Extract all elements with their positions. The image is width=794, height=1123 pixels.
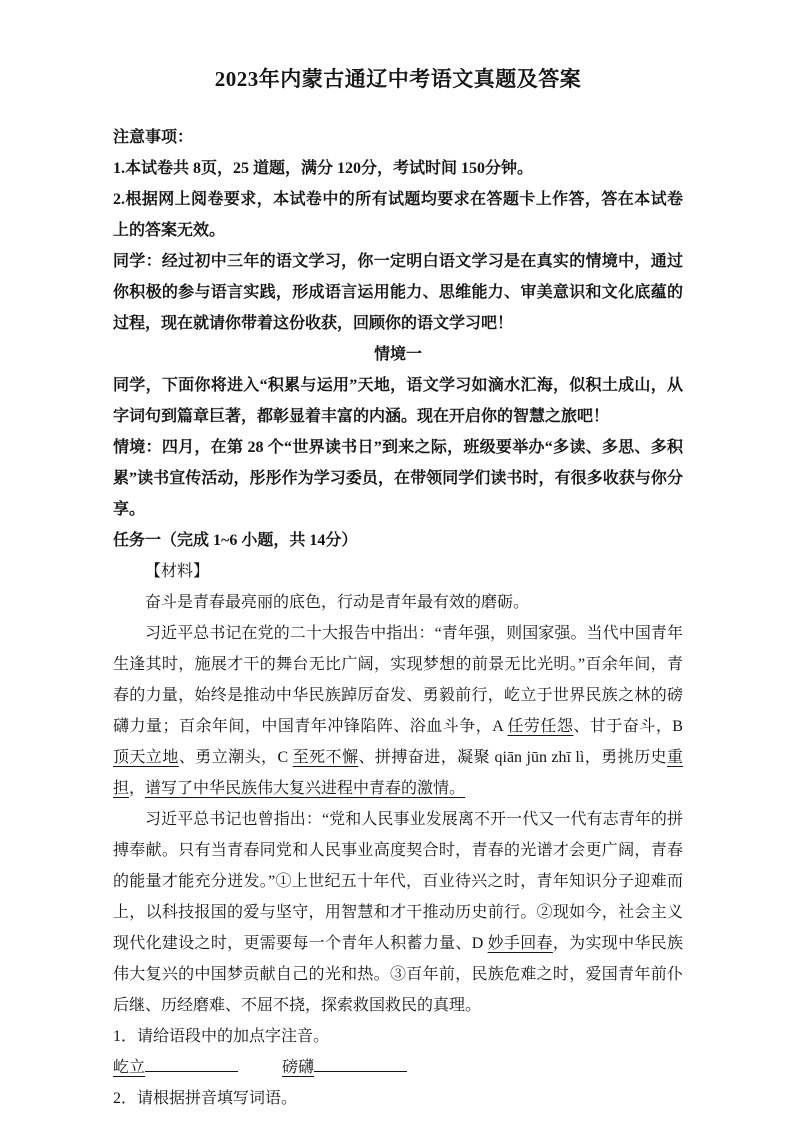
notice-item-2: 2.根据网上阅卷要求，本试卷中的所有试题均要求在答题卡上作答，答在本试卷上的答案无效。 [113,191,683,239]
material-p3-underlined-idiom-d: 妙手回春 [487,935,553,952]
material-p2-underlined-word: 重担 [113,749,683,797]
material-p3-text: ，为实现中华民族伟大复兴的中国梦贡献自己的光和热。③百年前，民族危难之时，爱国青年前仆后继、历经磨难、不屈不挠，探索救国救民的真理。 [113,935,683,1014]
material-label: 【材料】 [145,563,210,580]
word-pangbo: 磅礴 [282,1059,315,1076]
notice-item-1: 1.本试卷共 8页，25 道题，满分 120分，考试时间 150分钟。 [113,160,534,177]
material-paragraph-1: 奋斗是青春最亮丽的底色，行动是青年最有效的磨砺。 [145,594,530,611]
material-p2-text: ， [129,780,146,797]
pinyin-answer-row [113,1052,683,1083]
page-title: 2023年内蒙古通辽中考语文真题及答案 [214,67,582,91]
answer-blank-line [314,1055,407,1072]
word-yili: 屹立 [113,1059,146,1076]
question-2: 2．请根据拼音填写词语。 [113,1090,298,1107]
material-p2-text: 、勇立潮头，C [178,749,293,766]
section-heading-situation-1: 情境一 [373,346,422,363]
material-p2-underlined-idiom-c: 至死不懈 [292,749,359,766]
material-p2-underlined-idiom-a: 任劳任怨 [507,718,574,735]
material-p2-text: 习近平总书记在党的二十大报告中指出：“青年强，则国家强。当代中国青年生逢其时，施展才干的舞台无比广阔，实现梦想的前景无比光明。”百余年间，青春的力量，始终是推动中华民族踔厉奋发、勇毅前行，屹立于世界民族之林的磅礴力量；百余年间，中国青年冲锋陷阵、浴血斗争，A [113,625,683,735]
material-paragraph-3 [113,804,683,1021]
material-p3-text: 习近平总书记也曾指出：“党和人民事业发展离不开一代又一代有志青年的拼搏奉献。只有当青春同党和人民事业高度契合时，青春的光谱才会更广阔，青春的能量才能充分迸发。”①上世纪五十年代，百业待兴之时，青年知识分子迎难而上，以科技报国的爱与坚守，用智慧和才干推动历史前行。②现如今，社会主义现代化建设之时，更需要每一个青年人积蓄力量、D [113,811,683,952]
task-heading: 任务一（完成 1~6 小题，共 14分） [113,532,358,549]
material-paragraph-2 [113,618,683,804]
section-lead-paragraph: 同学，下面你将进入“积累与运用”天地，语文学习如滴水汇海，似积土成山，从字词句到篇章巨著，都彰显着丰富的内涵。现在开启你的智慧之旅吧！ [113,377,683,425]
question-1: 1．请给语段中的加点字注音。 [113,1028,330,1045]
material-p2-text: 、甘于奋斗，B [573,718,683,735]
material-p2-text: 、拼搏奋进，凝聚 qiān jūn zhī lì，勇挑历史 [358,749,667,766]
notice-heading: 注意事项： [113,129,194,146]
answer-blank-line [145,1055,238,1072]
scenario-paragraph: 情境：四月，在第 28 个“世界读书日”到来之际，班级要举办“多读、多思、多积累”读书宣传活动，彤彤作为学习委员，在带领同学们读书时，有很多收获与你分享。 [113,439,683,518]
intro-paragraph: 同学：经过初中三年的语文学习，你一定明白语文学习是在真实的情境中，通过你积极的参与语言实践，形成语言运用能力、思维能力、审美意识和文化底蕴的过程，现在就请你带着这份收获，回顾你的语文学习吧！ [113,253,683,332]
material-p2-underlined-sentence: 谱写了中华民族伟大复兴进程中青春的激情。 [145,780,466,797]
material-p2-underlined-idiom-b: 顶天立地 [113,749,179,766]
